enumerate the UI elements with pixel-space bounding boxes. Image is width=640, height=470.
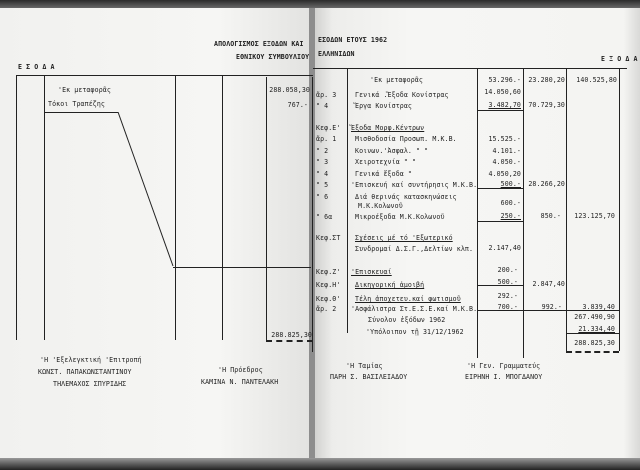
expense-row-label: Ἔργα Κονίστρας (355, 102, 412, 110)
expense-row-label: Ἔξοδα Μορφ.Κέντρων (351, 124, 425, 132)
expense-row-label: Κοινων.'Ἀσφαλ. " " (355, 147, 429, 155)
scan-bottom-edge (0, 458, 640, 470)
expense-row-col3: 140.525,80 (576, 76, 617, 84)
income-row-amount: 288.058,30 (269, 86, 310, 94)
expense-row-col1: 250.- (500, 212, 521, 220)
income-total: 288.825,30 (271, 331, 312, 339)
expense-row-col1: 14.050,60 (484, 88, 521, 96)
expense-row-label: 'Ασφάλιστρα Στ.Ε.Σ.Ε.καί Μ.Κ.Β. (351, 305, 478, 313)
signature-role: 'Η Ταμίας (346, 362, 383, 370)
expense-row-ref: Κεφ.Θ' (316, 295, 341, 303)
expense-row-col1: 4.050,20 (488, 170, 521, 178)
signature-name: ΚΩΝΣΤ. ΠΑΠΑΚΩΝΣΤΑΝΤΙΝΟΥ (38, 368, 132, 376)
expense-row-col3: 123.125,70 (574, 212, 615, 220)
expense-row-col1: 2.147,40 (488, 244, 521, 252)
expense-row-ref: " 3 (316, 158, 329, 166)
title-left-line1: ΑΠΟΛΟΓΙΣΜΟΣ ΕΞΟΔΩΝ ΚΑΙ (214, 40, 304, 48)
expense-row-col1: 500.- (500, 180, 521, 188)
expense-row-col1: 4.050.- (492, 158, 521, 166)
income-row-label: Τόκοι Τραπέζης (48, 100, 105, 108)
expense-summary-label: Σύνολον ἐξόδων 1962 (368, 316, 446, 324)
expense-row-col2: 2.847,40 (532, 280, 565, 288)
expense-summary-amount: 267.490,90 (574, 313, 615, 321)
expense-row-label: Μισθοδοσία Προσωπ. Μ.Κ.Β. (355, 135, 457, 143)
expense-row-label: 'Επισκευαί (351, 268, 392, 276)
expense-row-label: Μικροέξοδα Μ.Κ.Κολωνοῦ (355, 213, 445, 221)
signature-role: 'Η Γεν. Γραμματεύς (467, 362, 541, 370)
expense-section-label: Ε Ξ Ο Δ Α (601, 55, 638, 63)
expense-row-label: Συνδρομαί Δ.Σ.Γ.,Δελτίων κλπ. (355, 245, 474, 253)
expense-row-ref: " 2 (316, 147, 329, 155)
expense-summary-amount: 21.334,40 (578, 325, 615, 333)
expense-row-ref: " 4 (316, 102, 329, 110)
signature-name: ΠΑΡΗ Σ. ΒΑΣΙΛΕΙΑΔΟΥ (330, 373, 408, 381)
signature-role: 'Η 'Εξελεγκτική 'Επιτροπή (40, 356, 142, 364)
expense-total: 288.825,30 (574, 339, 615, 347)
expense-row-ref: Κεφ.Ε' (316, 124, 341, 132)
expense-row-ref: ἄρ. 1 (316, 135, 337, 143)
expense-summary-label: 'Υπόλοιπον τῇ 31/12/1962 (366, 328, 464, 336)
income-row-amount: 767.- (287, 101, 308, 109)
expense-row-label: Γενικά ἔξοδα " (355, 170, 412, 178)
expense-row-col1: 3.482,70 (488, 101, 521, 109)
expense-row-col3: 3.839,40 (582, 303, 615, 311)
title-right-line1: ΕΣΟΔΩΝ ΕΤΟΥΣ 1962 (318, 36, 388, 44)
expense-row-ref: Κεφ.Ζ' (316, 268, 341, 276)
expense-row-label-cont: Μ.Κ.Κολωνοῦ (358, 202, 403, 210)
title-left-line2: ΕΘΝΙΚΟΥ ΣΥΜΒΟΥΛΙΟΥ (236, 53, 310, 61)
expense-row-col2: 850.- (540, 212, 561, 220)
expense-row-label: Σχέσεις μέ τό 'Εξωτερικό (355, 234, 453, 242)
expense-row-ref: " 4 (316, 170, 329, 178)
expense-row-col1: 200.- (497, 266, 518, 274)
signature-name: ΚΑΜΙΝΑ Ν. ΠΑΝΤΕΛΑΚΗ (201, 378, 279, 386)
expense-row-ref: ἄρ. 2 (316, 305, 337, 313)
expense-row-label: Τέλη ἀποχετευ.καί φωτισμοῦ (355, 295, 461, 303)
expense-row-col1: 15.525.- (488, 135, 521, 143)
expense-row-label: 'Επισκευή καί συντήρησις Μ.Κ.Β. (351, 181, 478, 189)
expense-row-col1: 292.- (497, 292, 518, 300)
expense-row-col1: 700.- (497, 303, 518, 311)
expense-row-ref: ἄρ. 3 (316, 91, 337, 99)
expense-row-ref: " 5 (316, 181, 329, 189)
expense-row-ref: Κεφ.ΣΤ (316, 234, 341, 242)
blank-space-diagonal (117, 112, 175, 268)
expense-row-ref: " 6α (316, 213, 333, 221)
expense-row-col1: 500.- (497, 278, 518, 286)
expense-row-col1: 600.- (500, 199, 521, 207)
expense-row-ref: Κεφ.Η' (316, 281, 341, 289)
expense-row-label: Δικηγορική ἀμοιβή (355, 281, 425, 289)
expense-row-label: Γενικά .Ἔξοδα Κονίστρας (355, 91, 449, 99)
expense-row-col1: 4.101.- (492, 147, 521, 155)
expense-row-col2: 23.280,20 (528, 76, 565, 84)
income-row-label: 'Εκ μεταφορᾶς (58, 86, 111, 94)
expense-row-label: 'Εκ μεταφορᾶς (370, 76, 423, 84)
expense-row-label: Χειροτεχνία " " (355, 158, 417, 166)
title-right-line2: ΕΛΛΗΝΙΔΩΝ (318, 50, 355, 58)
expense-row-label: Διά θερινάς κατασκηνώσεις (355, 193, 457, 201)
signature-name: ΤΗΛΕΜΑΧΟΣ ΣΠΥΡΙΔΗΣ (53, 380, 127, 388)
income-section-label: Ε Σ Ο Δ Α (18, 63, 55, 71)
signature-role: 'Η Πρόεδρος (218, 366, 263, 374)
expense-row-col2: 70.729,30 (528, 101, 565, 109)
expense-row-ref: " 6 (316, 193, 329, 201)
signature-name: ΕΙΡΗΝΗ Ι. ΜΠΟΓΔΑΝΟΥ (465, 373, 543, 381)
expense-row-col2: 992.- (541, 303, 562, 311)
expense-row-col2: 28.266,20 (528, 180, 565, 188)
expense-row-col1: 53.296.- (488, 76, 521, 84)
